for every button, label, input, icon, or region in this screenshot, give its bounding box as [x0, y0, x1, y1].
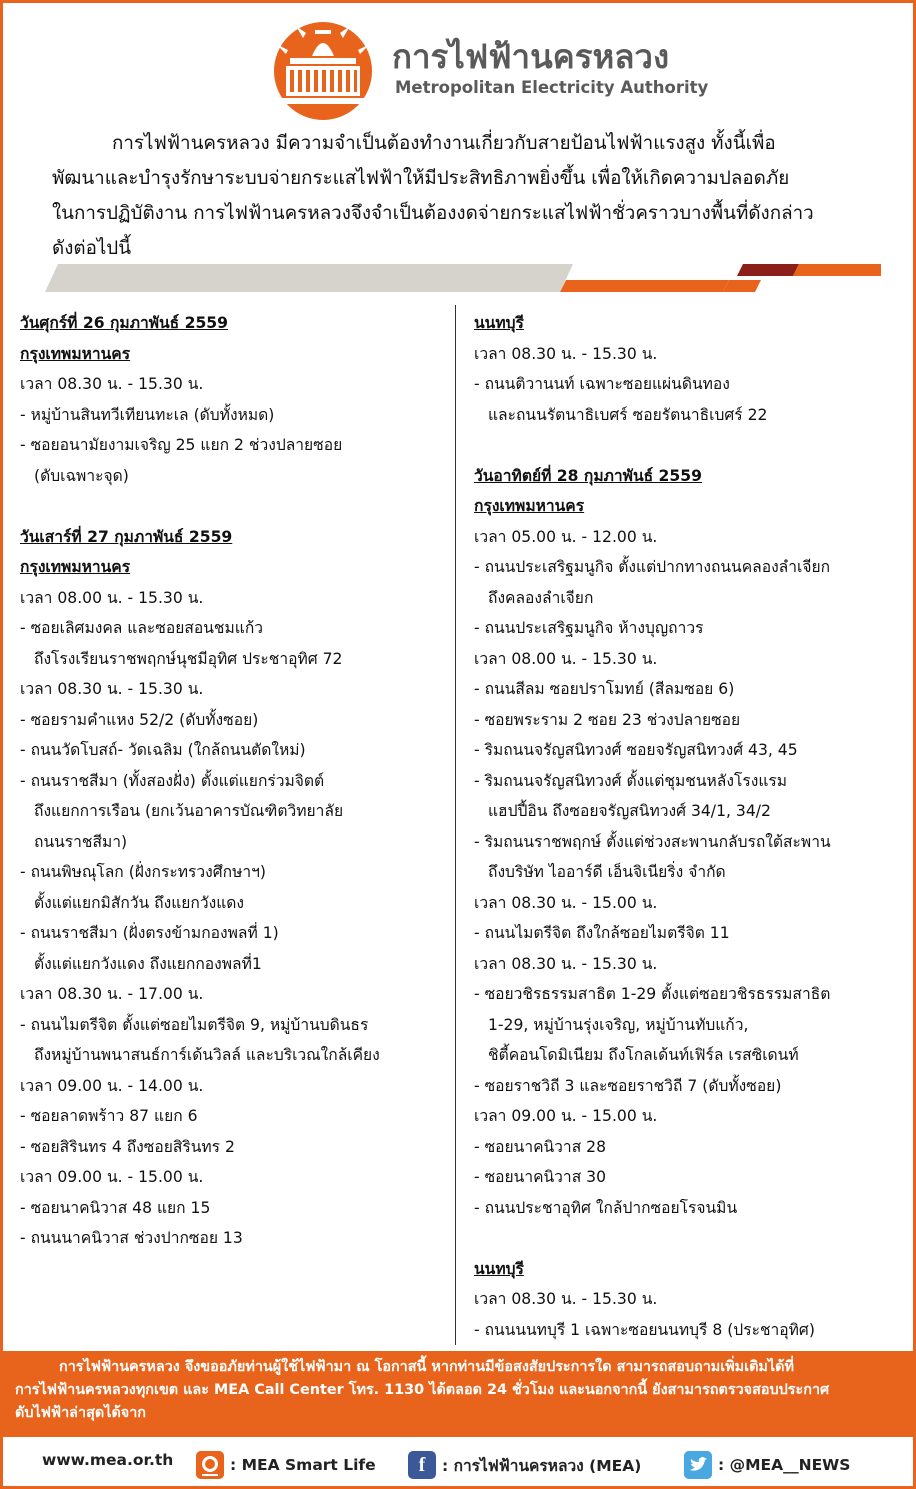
- outage-line: - ถนนสีลม ซอยปราโมทย์ (สีลมซอย 6): [474, 680, 735, 698]
- outage-line: - ถนนประเสริฐมนูกิจ ห้างบุญถาวร: [474, 619, 704, 637]
- section-heading: วันอาทิตย์ที่ 28 กุมภาพันธ์ 2559: [474, 466, 702, 485]
- outage-line: เวลา 09.00 น. - 14.00 น.: [20, 1076, 204, 1095]
- mea-app-label: : MEA Smart Life: [230, 1456, 376, 1474]
- outage-line: - หมู่บ้านสินทวีเทียนทะเล (ดับทั้งหมด): [20, 405, 275, 424]
- outage-line: เวลา 09.00 น. - 15.00 น.: [20, 1168, 204, 1186]
- mea-logo-icon: [268, 20, 378, 122]
- outage-line: เวลา 09.00 น. - 15.00 น.: [474, 1107, 658, 1125]
- section-heading: นนทบุรี: [474, 1259, 524, 1278]
- outage-line: เวลา 08.00 น. - 15.30 น.: [20, 588, 204, 607]
- outage-line: - ถนนติวานนท์ เฉพาะซอยแผ่นดินทอง: [474, 375, 730, 393]
- section-heading: วันเสาร์ที่ 27 กุมภาพันธ์ 2559: [20, 527, 233, 546]
- section-heading: วันศุกร์ที่ 26 กุมภาพันธ์ 2559: [20, 314, 229, 332]
- outage-line: ตั้งแต่แยกวังแดง ถึงแยกกองพลที่1: [34, 954, 262, 973]
- outage-line: ถนนราชสีมา): [34, 832, 128, 851]
- section-heading: นนทบุรี: [474, 314, 524, 332]
- outage-line: เวลา 08.30 น. - 15.30 น.: [474, 344, 658, 363]
- facebook-icon: f: [408, 1451, 436, 1479]
- twitter-label: : @MEA__NEWS: [718, 1456, 851, 1474]
- outage-line: ถึงคลองลำเจียก: [488, 588, 594, 607]
- outage-line: - ซอยพระราม 2 ซอย 23 ช่วงปลายซอย: [474, 710, 741, 729]
- outage-line: - ริมถนนจรัญสนิทวงศ์ ซอยจรัญสนิทวงศ์ 43, 45: [474, 741, 798, 759]
- outage-line: - ถนนไมตรีจิต ตั้งแต่ซอยไมตรีจิต 9, หมู่บ้านบดินธร: [20, 1015, 369, 1034]
- outage-line: - ถนนนาคนิวาส ช่วงปากซอย 13: [20, 1229, 243, 1247]
- section-gap: [20, 491, 440, 522]
- section-heading: กรุงเทพมหานคร: [20, 344, 131, 363]
- outage-line: - ซอยนาคนิวาส 28: [474, 1137, 607, 1156]
- outage-line: ถึงหมู่บ้านพนาสนธ์การ์เด้นวิลล์ และบริเวณใกล้เคียง: [34, 1046, 380, 1064]
- website-text: www.mea.or.th: [42, 1451, 174, 1469]
- outage-line: - ริมถนนราชพฤกษ์ ตั้งแต่ช่วงสะพานกลับรถใต้สะพาน: [474, 832, 831, 851]
- outage-line: - ถนนวัดโบสถ์- วัดเฉลิม (ใกล้ถนนตัดใหม่): [20, 741, 306, 759]
- outage-line: 1-29, หมู่บ้านรุ่งเจริญ, หมู่บ้านทับแก้ว,: [488, 1015, 749, 1034]
- outage-line: ถึงโรงเรียนราชพฤกษ์นุชมีอุทิศ ประชาอุทิศ 72: [34, 649, 343, 668]
- intro-line: ดังต่อไปนี้: [52, 238, 132, 259]
- website-link[interactable]: [42, 1451, 173, 1469]
- outage-line: - ริมถนนจรัญสนิทวงศ์ ตั้งแต่ชุมชนหลังโรงแรม: [474, 771, 788, 790]
- facebook-label: : การไฟฟ้านครหลวง (MEA): [442, 1456, 642, 1475]
- intro-line: ในการปฏิบัติงาน การไฟฟ้านครหลวงจึงจำเป็นต้องงดจ่ายกระแสไฟฟ้าชั่วคราวบางพื้นที่ดังกล่าว: [52, 203, 814, 224]
- outage-line: เวลา 08.30 น. - 17.00 น.: [20, 985, 204, 1003]
- footer-notice: [3, 1351, 913, 1437]
- footer-line: การไฟฟ้านครหลวง จึงขออภัยท่านผู้ใช้ไฟฟ้ามา ณ โอกาสนี้ หากท่านมีข้อสงสัยประการใด สามารถสอบถามเพิ่มเติมได้ที่: [59, 1359, 794, 1375]
- outage-line: เวลา 08.00 น. - 15.30 น.: [474, 649, 658, 668]
- outage-line: - ถนนประเสริฐมนูกิจ ตั้งแต่ปากทางถนนคลองลำเจียก: [474, 558, 831, 576]
- outage-line: (ดับเฉพาะจุด): [34, 466, 129, 485]
- outage-line: เวลา 08.30 น. - 15.30 น.: [20, 680, 204, 698]
- outage-line: และถนนรัตนาธิเบศร์ ซอยรัตนาธิเบศร์ 22: [488, 405, 768, 424]
- outage-line: แฮปปี้อิน ถึงซอยจรัญสนิทวงศ์ 34/1, 34/2: [488, 802, 771, 820]
- social-bar: [0, 1443, 916, 1483]
- outage-line: - ซอยสิรินทร 4 ถึงซอยสิรินทร 2: [20, 1137, 235, 1156]
- outage-line: ถึงบริษัท ไออาร์ดี เอ็นจิเนียริ่ง จำกัด: [488, 863, 726, 881]
- outage-line: - ซอยรามคำแหง 52/2 (ดับทั้งซอย): [20, 710, 259, 729]
- outage-line: - ซอยนาคนิวาส 30: [474, 1168, 607, 1186]
- footer-line: การไฟฟ้านครหลวงทุกเขต และ MEA Call Center โทร. 1130 ได้ตลอด 24 ชั่วโมง และนอกจากนี้ ยังสามารถตรวจสอบประกาศ: [15, 1382, 830, 1398]
- outage-line: - ถนนราชสีมา (ทั้งสองฝั่ง) ตั้งแต่แยกร่วมจิตต์: [20, 771, 325, 790]
- outage-line: เวลา 05.00 น. - 12.00 น.: [474, 527, 658, 546]
- outage-line: - ซอยนาคนิวาส 48 แยก 15: [20, 1198, 211, 1217]
- column-divider: [455, 305, 456, 1345]
- outage-line: - ถนนพิษณุโลก (ฝั่งกระทรวงศึกษาฯ): [20, 863, 266, 881]
- outage-line: - ถนนไมตรีจิต ถึงใกล้ซอยไมตรีจิต 11: [474, 924, 730, 942]
- outage-line: เวลา 08.30 น. - 15.00 น.: [474, 893, 658, 912]
- intro-paragraph: [52, 126, 892, 266]
- section-heading: กรุงเทพมหานคร: [20, 558, 131, 576]
- section-heading: กรุงเทพมหานคร: [474, 497, 585, 515]
- outage-line: - ซอยราชวิถี 3 และซอยราชวิถี 7 (ดับทั้งซอย): [474, 1076, 782, 1095]
- left-column: [20, 308, 440, 1254]
- right-column: [474, 308, 914, 1345]
- intro-line: พัฒนาและบำรุงรักษาระบบจ่ายกระแสไฟฟ้าให้มีประสิทธิภาพยิ่งขึ้น เพื่อให้เกิดความปลอดภัย: [52, 168, 790, 189]
- facebook-link[interactable]: [408, 1451, 641, 1479]
- mea-app-link[interactable]: [196, 1451, 376, 1479]
- twitter-link[interactable]: [684, 1451, 850, 1479]
- outage-line: เวลา 08.30 น. - 15.30 น.: [474, 954, 658, 973]
- outage-line: - ถนนนนทบุรี 1 เฉพาะซอยนนทบุรี 8 (ประชาอุทิศ): [474, 1320, 815, 1339]
- twitter-icon: [684, 1451, 712, 1479]
- outage-line: - ซอยวชิรธรรมสาธิต 1-29 ตั้งแต่ซอยวชิรธรรมสาธิต: [474, 985, 831, 1003]
- outage-line: ถึงแยกการเรือน (ยกเว้นอาคารบัณฑิตวิทยาลัย: [34, 802, 344, 820]
- section-gap: [474, 430, 914, 461]
- outage-line: เวลา 08.30 น. - 15.30 น.: [474, 1290, 658, 1308]
- outage-line: - ซอยลาดพร้าว 87 แยก 6: [20, 1107, 198, 1125]
- outage-line: - ถนนประชาอุทิศ ใกล้ปากซอยโรจนมิน: [474, 1198, 738, 1217]
- decorative-stripe: [15, 258, 881, 292]
- outage-line: เวลา 08.30 น. - 15.30 น.: [20, 375, 204, 393]
- mea-app-icon: [196, 1451, 224, 1479]
- footer-line: ดับไฟฟ้าล่าสุดได้จาก: [15, 1405, 147, 1421]
- brand-title-english: Metropolitan Electricity Authority: [395, 78, 709, 97]
- outage-line: - ซอยเลิศมงคล และซอยสอนชมแก้ว: [20, 619, 264, 637]
- outage-line: ชิตี้คอนโดมิเนียม ถึงโกลเด้นท์เฟิร์ล เรสซิเดนท์: [488, 1046, 799, 1064]
- section-gap: [474, 1223, 914, 1254]
- outage-line: - ซอยอนามัยงามเจริญ 25 แยก 2 ช่วงปลายซอย: [20, 436, 343, 454]
- brand-title-thai: การไฟฟ้านครหลวง: [392, 37, 670, 76]
- outage-line: - ถนนราชสีมา (ฝั่งตรงข้ามกองพลที่ 1): [20, 924, 279, 942]
- outage-line: ตั้งแต่แยกมิสักวัน ถึงแยกวังแดง: [34, 893, 245, 912]
- intro-line: การไฟฟ้านครหลวง มีความจำเป็นต้องทำงานเกี่ยวกับสายป้อนไฟฟ้าแรงสูง ทั้งนี้เพื่อ: [112, 133, 776, 154]
